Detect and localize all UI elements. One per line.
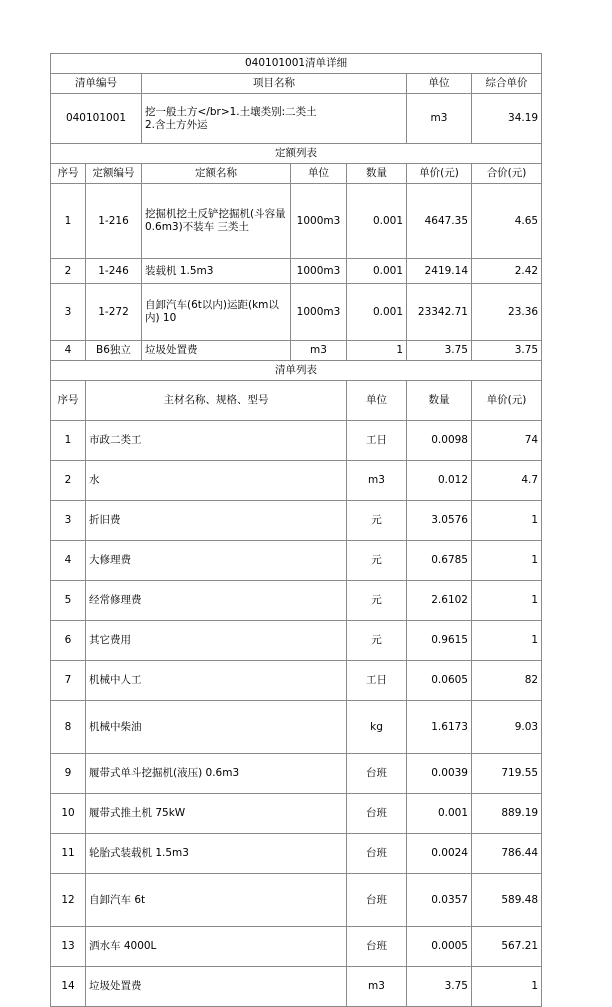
quota-section-title: 定额列表: [51, 144, 542, 164]
material-col-unit: 单位: [347, 381, 407, 421]
material-no: 2: [51, 461, 86, 501]
quota-total: 2.42: [472, 259, 542, 284]
material-unit: 台班: [347, 794, 407, 834]
quota-header-row: [51, 164, 542, 184]
material-no: 9: [51, 754, 86, 794]
material-row: [51, 754, 542, 794]
quota-total: 23.36: [472, 284, 542, 341]
material-name: 履带式推土机 75kW: [86, 794, 347, 834]
item-name-line2: 2.含土方外运: [145, 118, 208, 131]
material-price: 889.19: [472, 794, 542, 834]
material-qty: 0.6785: [407, 541, 472, 581]
material-no: 8: [51, 701, 86, 754]
quota-name: 挖掘机挖土反铲挖掘机(斗容量0.6m3)不装车 三类土: [142, 184, 291, 259]
material-qty: 0.0605: [407, 661, 472, 701]
quota-qty: 0.001: [347, 284, 407, 341]
material-unit: 台班: [347, 834, 407, 874]
quota-name: 自卸汽车(6t以内)运距(km以内) 10: [142, 284, 291, 341]
quota-code: 1-272: [86, 284, 142, 341]
material-col-name: 主材名称、规格、型号: [86, 381, 347, 421]
quota-total: 3.75: [472, 341, 542, 361]
material-qty: 3.0576: [407, 501, 472, 541]
quota-unit: m3: [291, 341, 347, 361]
quota-no: 1: [51, 184, 86, 259]
material-unit: 元: [347, 621, 407, 661]
quota-row: [51, 284, 542, 341]
material-name: 轮胎式装载机 1.5m3: [86, 834, 347, 874]
quota-name: 垃圾处置费: [142, 341, 291, 361]
material-row: [51, 421, 542, 461]
material-unit: kg: [347, 701, 407, 754]
material-row: [51, 501, 542, 541]
material-name: 机械中人工: [86, 661, 347, 701]
item-name: [142, 94, 407, 144]
material-price: 567.21: [472, 927, 542, 967]
quota-section-title-row: [51, 144, 542, 164]
bill-detail-table: [50, 53, 542, 1007]
material-qty: 0.001: [407, 794, 472, 834]
material-price: 74: [472, 421, 542, 461]
item-price: 34.19: [472, 94, 542, 144]
quota-qty: 0.001: [347, 184, 407, 259]
quota-col-price: 单价(元): [407, 164, 472, 184]
quota-price: 3.75: [407, 341, 472, 361]
material-name: 洒水车 4000L: [86, 927, 347, 967]
material-price: 9.03: [472, 701, 542, 754]
quota-qty: 1: [347, 341, 407, 361]
material-name: 经常修理费: [86, 581, 347, 621]
material-qty: 0.0005: [407, 927, 472, 967]
material-row: [51, 541, 542, 581]
quota-col-qty: 数量: [347, 164, 407, 184]
material-unit: 台班: [347, 754, 407, 794]
quota-col-code: 定额编号: [86, 164, 142, 184]
material-price: 786.44: [472, 834, 542, 874]
material-name: 其它费用: [86, 621, 347, 661]
material-qty: 3.75: [407, 967, 472, 1007]
material-row: [51, 621, 542, 661]
material-price: 4.7: [472, 461, 542, 501]
material-price: 1: [472, 581, 542, 621]
material-name: 折旧费: [86, 501, 347, 541]
material-price: 1: [472, 501, 542, 541]
quota-unit: 1000m3: [291, 284, 347, 341]
quota-no: 2: [51, 259, 86, 284]
material-section-title-row: [51, 361, 542, 381]
material-row: [51, 661, 542, 701]
material-price: 719.55: [472, 754, 542, 794]
material-unit: 工日: [347, 661, 407, 701]
price-header: 综合单价: [472, 74, 542, 94]
material-section-title: 清单列表: [51, 361, 542, 381]
material-col-qty: 数量: [407, 381, 472, 421]
material-row: [51, 967, 542, 1007]
material-header-row: [51, 381, 542, 421]
material-qty: 0.0039: [407, 754, 472, 794]
material-no: 14: [51, 967, 86, 1007]
quota-code: B6独立: [86, 341, 142, 361]
quota-no: 4: [51, 341, 86, 361]
quota-price: 2419.14: [407, 259, 472, 284]
material-price: 1: [472, 621, 542, 661]
quota-code: 1-216: [86, 184, 142, 259]
material-name: 自卸汽车 6t: [86, 874, 347, 927]
material-col-no: 序号: [51, 381, 86, 421]
quota-total: 4.65: [472, 184, 542, 259]
material-name: 大修理费: [86, 541, 347, 581]
quota-row: [51, 184, 542, 259]
material-name: 履带式单斗挖掘机(液压) 0.6m3: [86, 754, 347, 794]
unit-header: 单位: [407, 74, 472, 94]
material-no: 5: [51, 581, 86, 621]
quota-unit: 1000m3: [291, 184, 347, 259]
item-code: 040101001: [51, 94, 142, 144]
table-title: 040101001清单详细: [51, 54, 542, 74]
material-price: 589.48: [472, 874, 542, 927]
material-no: 1: [51, 421, 86, 461]
material-row: [51, 581, 542, 621]
material-row: [51, 794, 542, 834]
material-col-price: 单价(元): [472, 381, 542, 421]
material-name: 水: [86, 461, 347, 501]
table-title-row: [51, 54, 542, 74]
material-qty: 0.012: [407, 461, 472, 501]
material-unit: m3: [347, 967, 407, 1007]
quota-row: [51, 341, 542, 361]
quota-price: 23342.71: [407, 284, 472, 341]
material-qty: 0.9615: [407, 621, 472, 661]
material-rows: [51, 421, 542, 1007]
quota-col-no: 序号: [51, 164, 86, 184]
material-unit: 台班: [347, 874, 407, 927]
quota-col-unit: 单位: [291, 164, 347, 184]
material-row: [51, 701, 542, 754]
material-row: [51, 834, 542, 874]
material-no: 10: [51, 794, 86, 834]
item-name-line1: 挖一般土方</br>1.土壤类别:二类土: [145, 105, 317, 118]
material-price: 1: [472, 541, 542, 581]
material-unit: 工日: [347, 421, 407, 461]
material-no: 11: [51, 834, 86, 874]
material-no: 4: [51, 541, 86, 581]
name-header: 项目名称: [142, 74, 407, 94]
item-header-row: [51, 74, 542, 94]
quota-qty: 0.001: [347, 259, 407, 284]
material-row: [51, 874, 542, 927]
material-qty: 0.0098: [407, 421, 472, 461]
material-unit: 元: [347, 501, 407, 541]
quota-name: 装载机 1.5m3: [142, 259, 291, 284]
material-unit: 台班: [347, 927, 407, 967]
material-row: [51, 927, 542, 967]
material-row: [51, 461, 542, 501]
material-qty: 1.6173: [407, 701, 472, 754]
material-unit: 元: [347, 541, 407, 581]
material-unit: m3: [347, 461, 407, 501]
code-header: 清单编号: [51, 74, 142, 94]
item-row: [51, 94, 542, 144]
material-name: 机械中柴油: [86, 701, 347, 754]
material-no: 6: [51, 621, 86, 661]
quota-price: 4647.35: [407, 184, 472, 259]
material-no: 7: [51, 661, 86, 701]
material-qty: 0.0357: [407, 874, 472, 927]
quota-col-total: 合价(元): [472, 164, 542, 184]
material-name: 市政二类工: [86, 421, 347, 461]
material-no: 13: [51, 927, 86, 967]
material-qty: 2.6102: [407, 581, 472, 621]
material-no: 3: [51, 501, 86, 541]
quota-no: 3: [51, 284, 86, 341]
material-qty: 0.0024: [407, 834, 472, 874]
material-price: 82: [472, 661, 542, 701]
quota-col-name: 定额名称: [142, 164, 291, 184]
quota-code: 1-246: [86, 259, 142, 284]
material-name: 垃圾处置费: [86, 967, 347, 1007]
item-unit: m3: [407, 94, 472, 144]
material-no: 12: [51, 874, 86, 927]
quota-row: [51, 259, 542, 284]
material-unit: 元: [347, 581, 407, 621]
material-price: 1: [472, 967, 542, 1007]
quota-unit: 1000m3: [291, 259, 347, 284]
